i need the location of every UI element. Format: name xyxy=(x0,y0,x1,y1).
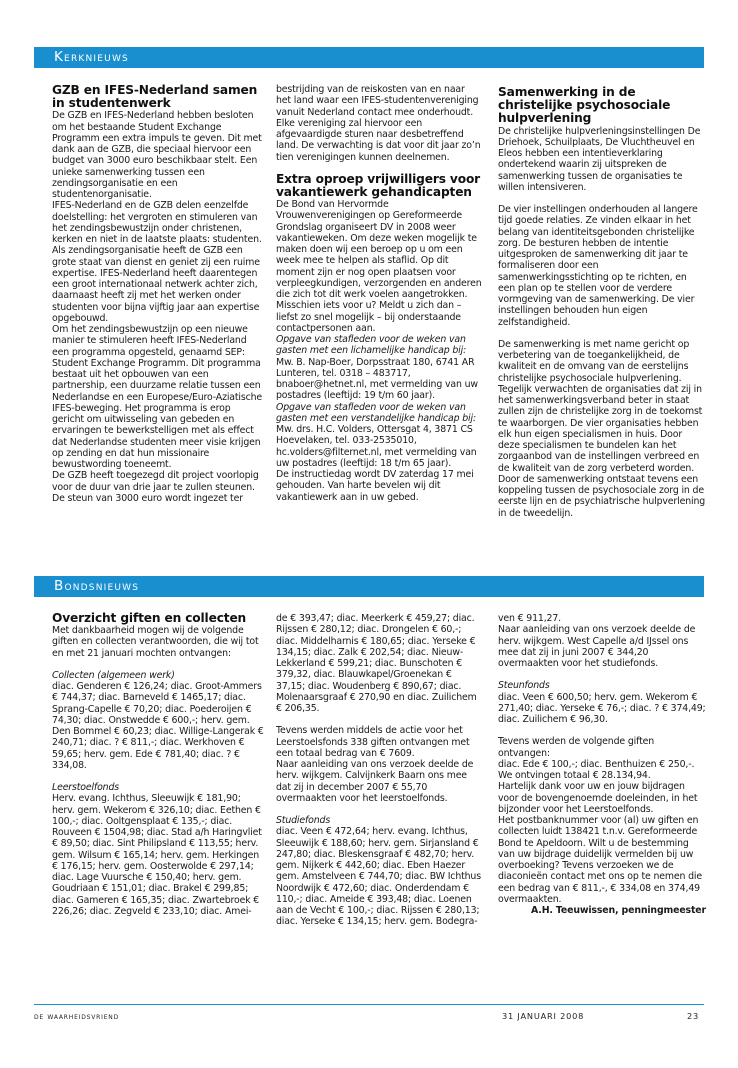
article-paragraph: De samenwerking is met name gericht op verbetering van de toegankelijkheid, de kwaliteit en de omvang van de eerstelijns christelijke psychosociale hulpverlening. Tegelijk verwachten de organisaties dat zij in het samenwerkingsverband beter in staat zullen zijn de christelijke zorg in de toekomst te waarborgen. De vier organisaties hebben elk hun eigen specialismen in huis. Door deze specialismen te bundelen kan het zorgaanbod van de instellingen verbreed en de kwaliteit van de zorg verbeterd worden. Door de samenwerking ontstaat tevens een koppeling tussen de psychosociale zorg in de eerste lijn en de psychiatrische hulpverlening in de tweedelijn. xyxy=(498,338,706,519)
article-paragraph: Tevens werden middels de actie voor het Leerstoelsfonds 338 giften ontvangen met een totaal bedrag van € 7609. xyxy=(276,725,470,759)
article-paragraph: Naar aanleiding van ons verzoek deelde de herv. wijkgem. Calvijnkerk Baarn ons mee dat zij in december 2007 € 55,70 overmaakten voor het leerstoelfonds. xyxy=(276,759,474,804)
article-paragraph: We ontvingen totaal € 28.134,94. xyxy=(498,770,651,781)
bonds-column-3 xyxy=(498,613,706,916)
article-paragraph: De instructiedag wordt DV zaterdag 17 mei gehouden. Van harte bevelen wij dit vakantiewerk aan in uw gebed. xyxy=(276,469,474,503)
bonds-article-giften xyxy=(52,612,264,917)
italic-label: Opgave van stafleden voor de weken van gasten met een verstandelijke handicap bij: xyxy=(276,401,476,424)
contact-info: Mw. B. Nap-Boer, Dorpsstraat 180, 6741 AR Lunteren, tel. 0318 – 483717, bnaboer@hetnet.nl, met vermelding van uw postadres (leeftijd: 19 t/m 60 jaar). xyxy=(276,356,478,402)
article-paragraph: IFES-Nederland en de GZB delen eenzelfde doelstelling: het vergroten en stimuleren van het zendingsbewustzijn onder christenen, kerken en niet in de laatste plaats: studenten. Als zendingsorganisatie heeft de GZB een grote staat van dienst en geniet zij een ruime expertise. IFES-Nederland heeft daarentegen een groot internationaal netwerk achter zich, daarnaast heeft zij met het werken onder studenten voor bijna vijftig jaar aan expertise opgebouwd. xyxy=(52,200,262,324)
article-paragraph xyxy=(276,402,482,470)
article-paragraph: De Bond van Hervormde Vrouwenverenigingen op Gereformeerde Grondslag organiseert DV in 2008 weer vakantieweken. Om deze weken mogelijk te maken doen wij een beroep op u om een week mee te helpen als staflid. Op dit moment zijn er nog open plaatsen voor verpleegkundigen, verzorgenden en anderen die zich tot dit werk voelen aangetrokken. Misschien iets voor u? Meldt u zich dan – liefst zo snel mogelijk – bij onderstaande contactpersonen aan. xyxy=(276,199,482,334)
article-paragraph: Om het zendingsbewustzijn op een nieuwe manier te stimuleren heeft IFES-Nederland een programma opgesteld, genaamd SEP: Student Exchange Programm. Dit programma bestaat uit het opbouwen van een partnership, een duurzame relatie tussen een Nederlandse en een Europese/Euro-Aziatische IFES-beweging. Het programma is erop gericht om uitwisseling van gebeden en ervaringen te bewerkstelligen met als effect dat Nederlandse studenten meer visie krijgen op zending en dat hun missionaire bewustwording toeneemt. xyxy=(52,324,263,471)
article-paragraph: Naar aanleiding van ons verzoek deelde de herv. wijkgem. West Capelle a/d IJssel ons mee dat zij in juni 2007 € 344,20 overmaakten voor het studiefonds. xyxy=(498,624,696,669)
bonds-column-2 xyxy=(276,613,482,928)
article-paragraph: Met dankbaarheid mogen wij de volgende giften en collecten verantwoorden, die wij tot en met 21 januari mochten ontvangen: xyxy=(52,625,259,659)
footer-page-number: 23 xyxy=(687,1011,700,1021)
subheading-studiefonds: Studiefonds xyxy=(276,815,331,826)
footer-publication: de waarheidsvriend xyxy=(34,1011,120,1021)
kerk-article-samenwerking xyxy=(498,86,706,519)
footer-date: 31 JANUARI 2008 xyxy=(502,1011,585,1021)
article-paragraph: Tevens werden de volgende giften ontvangen: xyxy=(498,736,655,759)
article-title: Samenwerking in de christelijke psychosociale hulpverlening xyxy=(498,85,671,126)
article-paragraph: Hartelijk dank voor uw en jouw bijdragen voor de bovengenoemde doeleinden, in het bijzonder voor het Leerstoelfonds. xyxy=(498,781,698,815)
subheading-collecten: Collecten (algemeen werk) xyxy=(52,669,175,681)
kerk-column-2 xyxy=(276,84,482,503)
article-paragraph: De GZB en IFES-Nederland hebben besloten om het bestaande Student Exchange Programm een extra impuls te geven. Dit met dank aan de GZB, die speciaal hiervoor een budget van 3000 euro beschikbaar stelt. Een unieke samenwerking tussen een zendingsorganisatie en een studentenorganisatie. xyxy=(52,110,262,201)
article-paragraph: Het postbanknummer voor (al) uw giften en collecten luidt 138421 t.n.v. Gereformeerde Bond te Apeldoorn. Wilt u de bestemming van uw bijdrage duidelijk vermelden bij uw overboeking? Tevens verzoeken we de diaconieën contact met ons op te nemen die een bedrag van € 811,-, € 334,08 en 374,49 overmaakten. xyxy=(498,815,703,905)
contact-info: Mw. drs. H.C. Volders, Ottersgat 4, 3871 CS Hoevelaken, tel. 033-2535010, hc.volders@filternet.nl, met vermelding van uw postadres (leeftijd: 18 t/m 65 jaar). xyxy=(276,424,477,469)
subheading-steunfonds: Steunfonds xyxy=(498,680,550,692)
section-header-bondsnieuws: Bondsnieuws xyxy=(34,576,704,597)
gift-list: Herv. evang. Ichthus, Sleeuwijk € 181,90; herv. gem. Wekerom € 326,10; diac. Eethen € 100,-; diac. Ooltgensplaat € 135,-; diac. Rouveen € 1504,98; diac. Stad a/h Haringvliet € 89,50; diac. Sint Philipsland € 113,55; herv. gem. Wilsum € 165,14; herv. gem. Herkingen € 176,15; herv. gem. Oosterwolde € 297,14; diac. Lage Vuursche € 150,40; herv. gem. Goudriaan € 151,01; diac. Brakel € 299,85; diac. Gameren € 165,35; diac. Zwartebroek € 226,26; diac. Zegveld € 233,10; diac. Amei- xyxy=(52,793,262,917)
gift-list: de € 393,47; diac. Meerkerk € 459,27; diac. Rijssen € 280,12; diac. Drongelen € 60,-; diac. Middelharnis € 180,65; diac. Yerseke € 134,15; diac. Zalk € 202,54; diac. Nieuw-Lekkerland € 599,21; diac. Bunschoten € 379,32, diac. Blauwkapel/Groenekan € 37,15; diac. Woudenberg € 890,67; diac. Molenaarsgraaf € 270,90 en diac. Zuilichem € 206,35. xyxy=(276,613,477,714)
article-title: GZB en IFES-Nederland samen in studentenwerk xyxy=(52,83,258,111)
footer-rule xyxy=(34,1004,704,1005)
kerk-article-gzb-ifes xyxy=(52,84,264,504)
gift-list: ven € 911,27. xyxy=(498,613,562,624)
subheading-leerstoelfonds: Leerstoelfonds xyxy=(52,782,119,794)
article-paragraph: De GZB heeft toegezegd dit project voorlopig voor de duur van drie jaar te zullen steunen. De steun van 3000 euro wordt ingezet ter xyxy=(52,470,259,504)
article-paragraph xyxy=(276,334,482,402)
article-paragraph: De christelijke hulpverleningsinstellingen De Driehoek, Schuilplaats, De Vluchtheuvel en Eleos hebben een intentieverklaring ondertekend waarin zij uitspreken de samenwerking tussen de organisaties te willen intensiveren. xyxy=(498,125,701,193)
article-paragraph: De vier instellingen onderhouden al langere tijd goede relaties. Ze vinden elkaar in het belang van identiteitsgebonden christelijke zorg. De besturen hebben de intentie uitgesproken de samenwerking dit jaar te formaliseren door een samenwerkingsstichting op te richten, en een plan op te stellen voor de verdere vormgeving van de samenwerking. De vier instellingen behouden hun eigen zelfstandigheid. xyxy=(498,204,698,328)
article-title: Overzicht giften en collecten xyxy=(52,611,247,625)
article-paragraph: diac. Ede € 100,-; diac. Benthuizen € 250,-. xyxy=(498,758,695,770)
italic-label: Opgave van stafleden voor de weken van gasten met een lichamelijke handicap bij: xyxy=(276,334,467,357)
gift-list: diac. Veen € 472,64; herv. evang. Ichthus, Sleeuwijk € 188,60; herv. gem. Sirjansland € 247,80; diac. Bleskensgraaf € 482,70; herv. gem. Nijkerk € 442,60; diac. Eben Haezer gem. Amstelveen € 744,70; diac. BW Ichthus Noordwijk € 472,60; diac. Onderdendam € 110,-; diac. Ameide € 393,48; diac. Loenen aan de Vecht € 100,-; diac. Rijssen € 280,13; diac. Yerseke € 134,15; herv. gem. Bodegra- xyxy=(276,826,481,928)
signature: A.H. Teeuwissen, penningmeester xyxy=(531,905,706,916)
article-title: Extra oproep vrijwilligers voor vakantiewerk gehandicapten xyxy=(276,171,481,199)
section-header-kerknieuws: Kerknieuws xyxy=(34,47,704,68)
gift-list: diac. Veen € 600,50; herv. gem. Wekerom € 271,40; diac. Yerseke € 76,-; diac. ? € 374,49; diac. Zuilichem € 96,30. xyxy=(498,691,706,725)
article-continuation: bestrijding van de reiskosten van en naar het land waar een IFES-studentenvereniging vanuit Nederland contact mee onderhoudt. Elke vereniging zal hiervoor een afgevaardigde sturen naar desbetreffend land. De verwachting is dat voor dit jaar zo’n tien verenigingen kunnen deelnemen. xyxy=(276,84,481,163)
gift-list: diac. Genderen € 126,24; diac. Groot-Ammers € 744,37; diac. Barneveld € 1465,17; diac. Sprang-Capelle € 70,20; diac. Poederoijen € 74,30; diac. Onstwedde € 600,-; herv. gem. Den Bommel € 60,23; diac. Willige-Langerak € 240,71; diac. ? € 811,-; diac. Werkhoven € 59,65; herv. gem. Ede € 781,40; diac. ? € 334,08. xyxy=(52,681,264,771)
